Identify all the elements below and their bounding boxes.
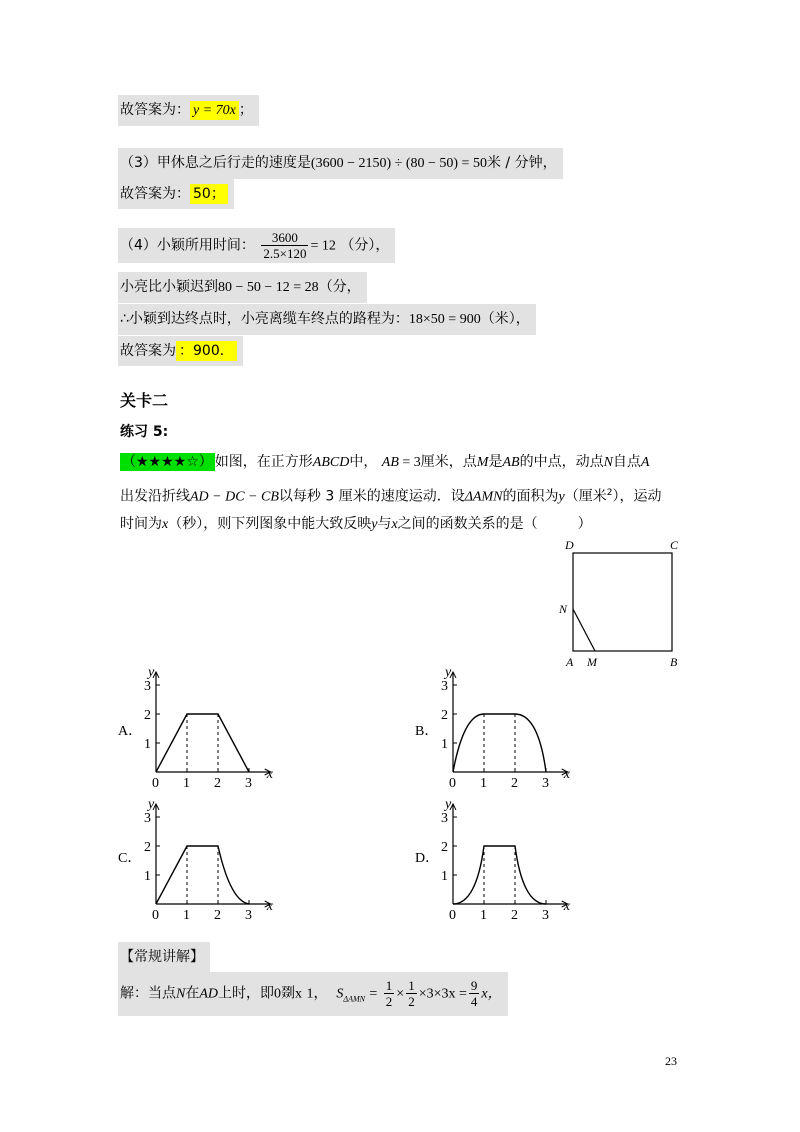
- ex-frac2: [406, 978, 417, 1009]
- p-l1-f: 自点: [612, 454, 641, 470]
- function-curve: [453, 714, 546, 772]
- q4-text-a: （4）小颖所用时间：: [120, 237, 255, 254]
- p-l1-m6: A: [640, 455, 650, 470]
- p-l2-sup: 2: [606, 488, 613, 498]
- p-l1-e: 的中点，动点: [519, 454, 604, 470]
- q4-line2: [118, 272, 367, 303]
- x-tick-label: 1: [480, 908, 487, 920]
- q4-line3: [118, 304, 536, 335]
- x-tick-label: 3: [245, 776, 252, 790]
- x-tick-label: 2: [511, 908, 518, 920]
- y-tick-label: 1: [144, 869, 151, 884]
- option-graph-svg: [144, 790, 274, 920]
- q4-frac-den: 2.5×120: [263, 246, 307, 261]
- option-label: D．: [415, 851, 440, 866]
- y-axis-label: y: [445, 796, 452, 812]
- p-l2-m1: AD − DC − CB: [190, 489, 279, 505]
- option-graph-svg: [144, 660, 274, 790]
- label-n: N: [559, 602, 568, 616]
- x-tick-label: 1: [480, 776, 487, 790]
- label-d: D: [565, 538, 574, 552]
- p-l3-a: 时间为: [120, 516, 162, 532]
- q4-line1: [118, 228, 395, 263]
- x-axis-label: x: [563, 767, 570, 782]
- exercise-label: 练习 5:: [120, 424, 169, 440]
- y-tick-label: 3: [144, 811, 151, 826]
- q4-answer-line: [118, 336, 243, 366]
- p-l1-m5: N: [603, 455, 613, 470]
- p-l2-d: （厘米: [564, 488, 607, 505]
- label-m: M: [587, 655, 597, 669]
- explain-line: [118, 972, 508, 1016]
- p-l3-m3: x: [391, 517, 398, 532]
- y-tick-label: 3: [441, 679, 448, 694]
- p-l1-m2: AB: [381, 455, 399, 470]
- label-c: C: [670, 538, 679, 552]
- q3-answer-prefix: 故答案为：: [120, 186, 190, 202]
- x-tick-label: 1: [183, 776, 190, 790]
- p-l2-e: ），运动: [612, 488, 662, 505]
- page-number: 23: [665, 1054, 677, 1068]
- ex-eq1: =: [369, 986, 378, 1002]
- y-tick-label: 1: [144, 737, 151, 752]
- p-l2-c: 的面积为: [502, 488, 559, 505]
- y-tick-label: 1: [441, 737, 448, 752]
- option-c: [118, 790, 278, 920]
- p-l1-a: 如图，在正方形: [214, 454, 313, 470]
- function-curve: [156, 846, 249, 904]
- q4-text-b: （分），: [340, 237, 390, 254]
- difficulty-stars: （★★★★☆）: [122, 454, 213, 470]
- p-l3-m2: y: [371, 517, 378, 532]
- q3-line: [118, 148, 563, 179]
- function-curve: [156, 714, 249, 772]
- ex-b: 在: [185, 985, 200, 1002]
- y-tick-label: 2: [144, 708, 151, 723]
- y-axis-label: y: [445, 664, 452, 680]
- q4-line3-a: ∴小颖到达终点时，小亮离缆车终点的路程为：: [120, 311, 409, 327]
- q4-line2-a: 小亮比小颖迟到: [120, 279, 218, 295]
- option-a: [118, 660, 278, 790]
- y-tick-label: 2: [144, 840, 151, 855]
- ex-f2n: 1: [408, 978, 415, 993]
- option-label: B．: [415, 724, 439, 739]
- p-l2-m2: ΔAMN: [464, 489, 503, 505]
- x-tick-label: 3: [245, 908, 252, 920]
- square-figure: [550, 535, 690, 675]
- q4-answer-value: ：900．: [176, 341, 237, 361]
- explain-header: 【常规讲解】: [118, 942, 210, 972]
- ex-s: S: [336, 986, 344, 1002]
- q2-answer-prefix: 故答案为：: [120, 102, 190, 118]
- x-tick-label: 3: [542, 908, 549, 920]
- ex-f1d: 2: [385, 994, 393, 1009]
- p-l3-d: 之间的函数关系的是（: [397, 516, 538, 532]
- y-tick-label: 2: [441, 708, 448, 723]
- p-l3-b: （秒），则下列图象中能大致反映: [168, 516, 372, 532]
- q4-line3-b: （米），: [480, 311, 530, 327]
- p-l2-b: 以每秒 3 厘米的速度运动．设: [278, 488, 465, 505]
- ex-times1: ×: [396, 986, 405, 1002]
- q3-text-b: 米 / 分钟，: [486, 155, 557, 171]
- option-graph-svg: [441, 660, 571, 790]
- x-tick-label: 0: [449, 776, 456, 790]
- q4-line2-expr: 80 − 50 − 12 = 28: [218, 280, 319, 295]
- x-tick-label: 0: [449, 908, 456, 920]
- q2-answer-suffix: ；: [238, 102, 253, 118]
- x-tick-label: 2: [214, 908, 221, 920]
- y-tick-label: 3: [441, 811, 448, 826]
- label-b: B: [670, 655, 678, 669]
- q4-line3-expr: 18×50 = 900: [408, 312, 481, 327]
- x-tick-label: 1: [183, 908, 190, 920]
- y-tick-label: 3: [144, 679, 151, 694]
- section-title: 关卡二: [120, 391, 169, 410]
- option-label: A．: [118, 724, 143, 739]
- ex-m2: AD: [199, 986, 219, 1002]
- q2-answer-value: y = 70x: [190, 101, 239, 120]
- option-graph-svg: [441, 790, 571, 920]
- ex-mid: ×3×3x =: [418, 986, 467, 1002]
- y-tick-label: 1: [441, 869, 448, 884]
- p-l1-m4: AB: [502, 455, 520, 470]
- x-tick-label: 2: [214, 776, 221, 790]
- ex-ssub: ΔAMN: [343, 994, 365, 1004]
- x-tick-label: 3: [542, 776, 549, 790]
- p-l1-eq: = 3: [398, 455, 421, 470]
- q3-answer-value: 50；: [190, 184, 228, 204]
- q2-answer-line: [118, 95, 259, 126]
- p-l1-m1: ABCD: [312, 455, 350, 470]
- label-a: A: [566, 655, 574, 669]
- p-l3-e: ）: [577, 516, 592, 532]
- q4-fraction: [261, 230, 308, 261]
- x-axis-label: x: [266, 899, 273, 914]
- y-axis-label: y: [148, 664, 155, 680]
- problem-line2: [120, 482, 661, 509]
- p-l3-c: 与: [377, 516, 392, 532]
- ex-garbled: 0剟x: [274, 986, 303, 1002]
- p-l2-a: 出发沿折线: [120, 488, 190, 505]
- option-d: [415, 790, 575, 920]
- p-l1-d: 是: [488, 454, 503, 470]
- p-l1-b: 中，: [349, 454, 378, 470]
- ex-f2d: 2: [408, 994, 415, 1009]
- p-l1-m3: M: [476, 455, 489, 470]
- y-tick-label: 2: [441, 840, 448, 855]
- ex-f3n: 9: [470, 978, 478, 993]
- ex-d: 1，: [306, 986, 328, 1002]
- q3-answer-line: [118, 179, 234, 209]
- y-axis-label: y: [148, 796, 155, 812]
- segment-nm: [573, 609, 595, 651]
- q3-expr: (3600 − 2150) ÷ (80 − 50) = 50: [310, 156, 487, 171]
- function-curve: [453, 846, 546, 904]
- ex-tail: x，: [481, 986, 502, 1002]
- q4-line2-b: （分，: [318, 279, 361, 295]
- ex-frac1: [384, 978, 395, 1009]
- q4-frac-num: 3600: [261, 230, 308, 246]
- option-label: C．: [118, 851, 142, 866]
- option-b: [415, 660, 575, 790]
- problem-line1: [120, 451, 649, 474]
- x-axis-label: x: [266, 767, 273, 782]
- q4-answer-prefix: 故答案为: [120, 343, 176, 359]
- p-l2-m3: y: [558, 489, 565, 505]
- ex-m1: N: [176, 986, 186, 1002]
- problem-line3: [120, 513, 592, 536]
- ex-f1n: 1: [385, 978, 393, 993]
- x-axis-label: x: [563, 899, 570, 914]
- ex-c: 上时，即: [218, 985, 275, 1002]
- ex-a: 解：当点: [120, 985, 176, 1002]
- x-tick-label: 2: [511, 776, 518, 790]
- ex-f3d: 4: [470, 994, 478, 1009]
- x-tick-label: 0: [152, 908, 159, 920]
- ex-frac3: [469, 978, 480, 1009]
- p-l3-m1: x: [162, 517, 169, 532]
- q3-text-a: （3）甲休息之后行走的速度是: [120, 155, 311, 171]
- q4-eq: = 12: [310, 238, 336, 254]
- x-tick-label: 0: [152, 776, 159, 790]
- p-l1-c: 厘米，点: [420, 454, 477, 470]
